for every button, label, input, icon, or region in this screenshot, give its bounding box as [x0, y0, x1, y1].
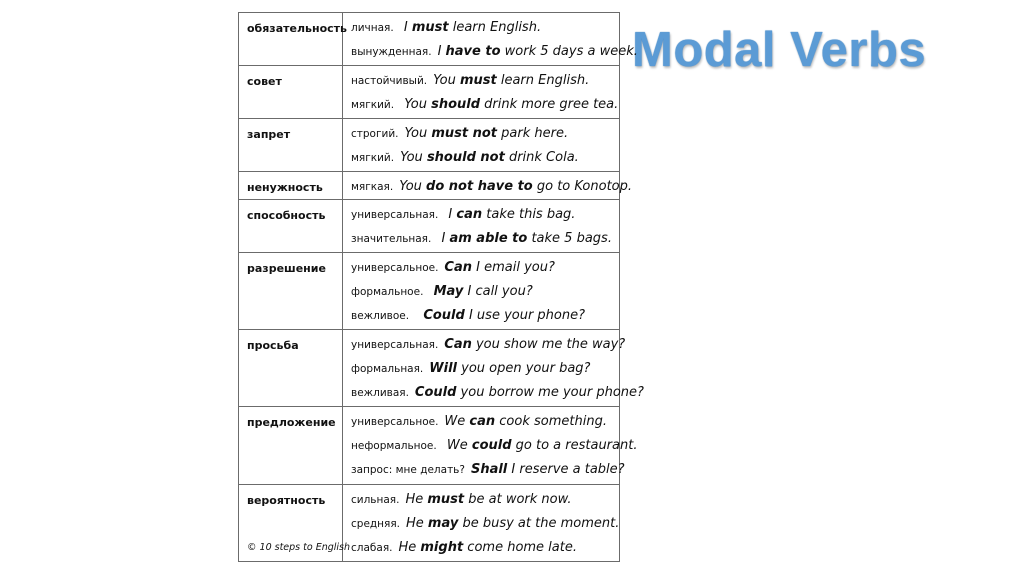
usage-type: вежливое.	[351, 309, 410, 322]
example-line	[351, 381, 644, 405]
category-label: обязательность	[247, 22, 347, 35]
modal-verb: might	[420, 539, 464, 555]
category-label: просьба	[247, 339, 299, 353]
examples-cell	[343, 330, 644, 407]
table-row	[239, 252, 620, 329]
usage-type: универсальная.	[351, 339, 439, 352]
category-label: запрет	[247, 127, 291, 141]
example-suffix: I call you?	[463, 283, 533, 299]
example-suffix: park here.	[497, 125, 569, 141]
usage-type: неформальное.	[351, 440, 437, 453]
example-prefix: He	[405, 491, 428, 507]
example-line	[351, 458, 625, 482]
category-cell	[239, 171, 343, 199]
category-cell	[239, 13, 347, 66]
modal-verb: May	[433, 283, 464, 299]
example-prefix: You	[433, 72, 460, 88]
usage-type: формальная.	[351, 363, 424, 376]
category-label: совет	[247, 74, 282, 88]
table-row	[239, 65, 620, 118]
usage-type: строгий.	[351, 127, 399, 140]
modal-verb: could	[471, 438, 512, 454]
modal-verb: can	[456, 207, 483, 223]
usage-type: значительная.	[351, 233, 432, 246]
category-cell	[239, 65, 343, 118]
example-prefix: We	[442, 438, 472, 454]
example-prefix: We	[444, 414, 470, 430]
example-suffix: cook something.	[495, 414, 607, 430]
category-label: способность	[247, 209, 326, 223]
example-prefix: I	[399, 20, 412, 35]
example-line	[351, 357, 619, 381]
modal-verb: must not	[431, 125, 498, 141]
category-label: вероятность	[247, 493, 326, 507]
example-line	[351, 536, 619, 560]
examples-cell	[343, 118, 620, 171]
usage-type: настойчивый.	[351, 74, 428, 87]
usage-type: мягкая.	[351, 180, 394, 193]
modal-verb: should	[431, 96, 481, 112]
example-suffix: take 5 bags.	[527, 231, 612, 247]
example-line	[351, 304, 619, 328]
example-line	[351, 280, 619, 304]
modal-verb: Could	[423, 307, 465, 323]
example-suffix: you borrow me your phone?	[456, 385, 644, 401]
modal-verb: must	[411, 20, 449, 35]
example-suffix: go to a restaurant.	[511, 438, 638, 454]
example-prefix: I	[444, 207, 457, 223]
table-row	[239, 484, 620, 561]
modal-verb: may	[427, 515, 459, 531]
category-label: разрешение	[247, 261, 326, 275]
modal-verb: Shall	[470, 462, 508, 478]
example-suffix: drink Cola.	[504, 149, 579, 165]
modal-verb: am able to	[449, 231, 528, 247]
table-row	[239, 13, 620, 66]
usage-type: слабая.	[351, 541, 393, 554]
category-label: ненужность	[247, 180, 323, 194]
category-cell	[239, 484, 351, 561]
example-prefix: He	[398, 539, 421, 555]
example-prefix: You	[400, 96, 432, 112]
table-row	[239, 200, 620, 253]
category-cell	[239, 330, 343, 407]
example-line	[351, 333, 626, 357]
example-suffix: be at work now.	[464, 491, 572, 507]
category-cell	[239, 407, 343, 484]
category-cell	[239, 200, 343, 253]
modal-verb: Will	[429, 361, 457, 377]
modal-verb: have to	[445, 44, 501, 59]
example-line	[351, 69, 619, 93]
example-line	[351, 93, 619, 117]
example-line	[351, 256, 619, 280]
example-suffix: work 5 days a week.	[500, 44, 638, 59]
modal-verbs-table	[238, 12, 644, 562]
example-prefix: You	[404, 125, 432, 141]
example-suffix: I use your phone?	[464, 307, 586, 323]
example-prefix: You	[399, 178, 427, 194]
usage-type: вежливая.	[351, 387, 409, 400]
example-prefix: You	[400, 149, 427, 165]
category-label: предложение	[247, 416, 336, 430]
example-suffix: come home late.	[463, 539, 577, 555]
examples-cell	[343, 407, 638, 484]
example-suffix: learn English.	[496, 72, 590, 88]
usage-type: вынужденная.	[351, 46, 432, 58]
usage-type: универсальное.	[351, 261, 439, 274]
table-row	[239, 171, 620, 199]
example-line	[351, 203, 619, 227]
example-line	[351, 122, 619, 146]
example-suffix: learn English.	[448, 20, 542, 35]
example-suffix: you open your bag?	[457, 361, 591, 377]
example-line	[351, 512, 619, 536]
example-line	[351, 146, 619, 170]
modal-verb: can	[469, 414, 496, 430]
example-suffix: be busy at the moment.	[458, 515, 620, 531]
copyright-credit: © 10 steps to English	[247, 542, 351, 553]
table-body	[239, 13, 644, 562]
example-line	[351, 488, 619, 512]
usage-type: личная.	[351, 22, 394, 34]
slide-title: Modal Verbs	[632, 23, 927, 77]
modal-verb: Can	[444, 259, 472, 275]
usage-type: универсальная.	[351, 209, 439, 222]
usage-type: формальное.	[351, 285, 424, 298]
example-suffix: you show me the way?	[471, 337, 626, 353]
usage-type: мягкий.	[351, 98, 395, 111]
example-line	[351, 434, 638, 458]
usage-type: универсальное.	[351, 416, 439, 429]
example-line	[351, 410, 619, 434]
example-suffix: I email you?	[472, 259, 555, 275]
examples-cell	[343, 171, 633, 199]
example-line	[351, 175, 633, 199]
usage-type: запрос: мне делать?	[351, 464, 465, 477]
category-cell	[239, 252, 343, 329]
modal-verb: should not	[426, 149, 505, 165]
usage-type: мягкий.	[351, 151, 395, 164]
example-suffix: take this bag.	[482, 207, 576, 223]
example-line	[351, 16, 619, 40]
modal-verb: must	[459, 72, 497, 88]
modal-verb: Can	[444, 337, 472, 353]
example-suffix: drink more gree tea.	[480, 96, 619, 112]
modal-verb: do not have to	[426, 178, 533, 194]
example-suffix: go to Konotop.	[532, 178, 633, 194]
table-row	[239, 118, 620, 171]
modal-verb: must	[427, 491, 465, 507]
example-prefix: I	[437, 231, 450, 247]
example-suffix: I reserve a table?	[507, 462, 625, 478]
modal-verb: Could	[414, 385, 457, 401]
examples-cell	[343, 484, 620, 561]
table-row	[239, 407, 620, 484]
examples-cell	[343, 13, 638, 66]
usage-type: средняя.	[351, 517, 400, 530]
category-cell	[239, 118, 343, 171]
example-prefix: I	[437, 44, 446, 59]
examples-cell	[343, 65, 620, 118]
usage-type: сильная.	[351, 493, 400, 506]
examples-cell	[343, 200, 620, 253]
example-line	[351, 227, 619, 251]
table-row	[239, 330, 620, 407]
examples-cell	[343, 252, 620, 329]
example-line	[351, 40, 638, 64]
example-prefix: He	[406, 515, 428, 531]
